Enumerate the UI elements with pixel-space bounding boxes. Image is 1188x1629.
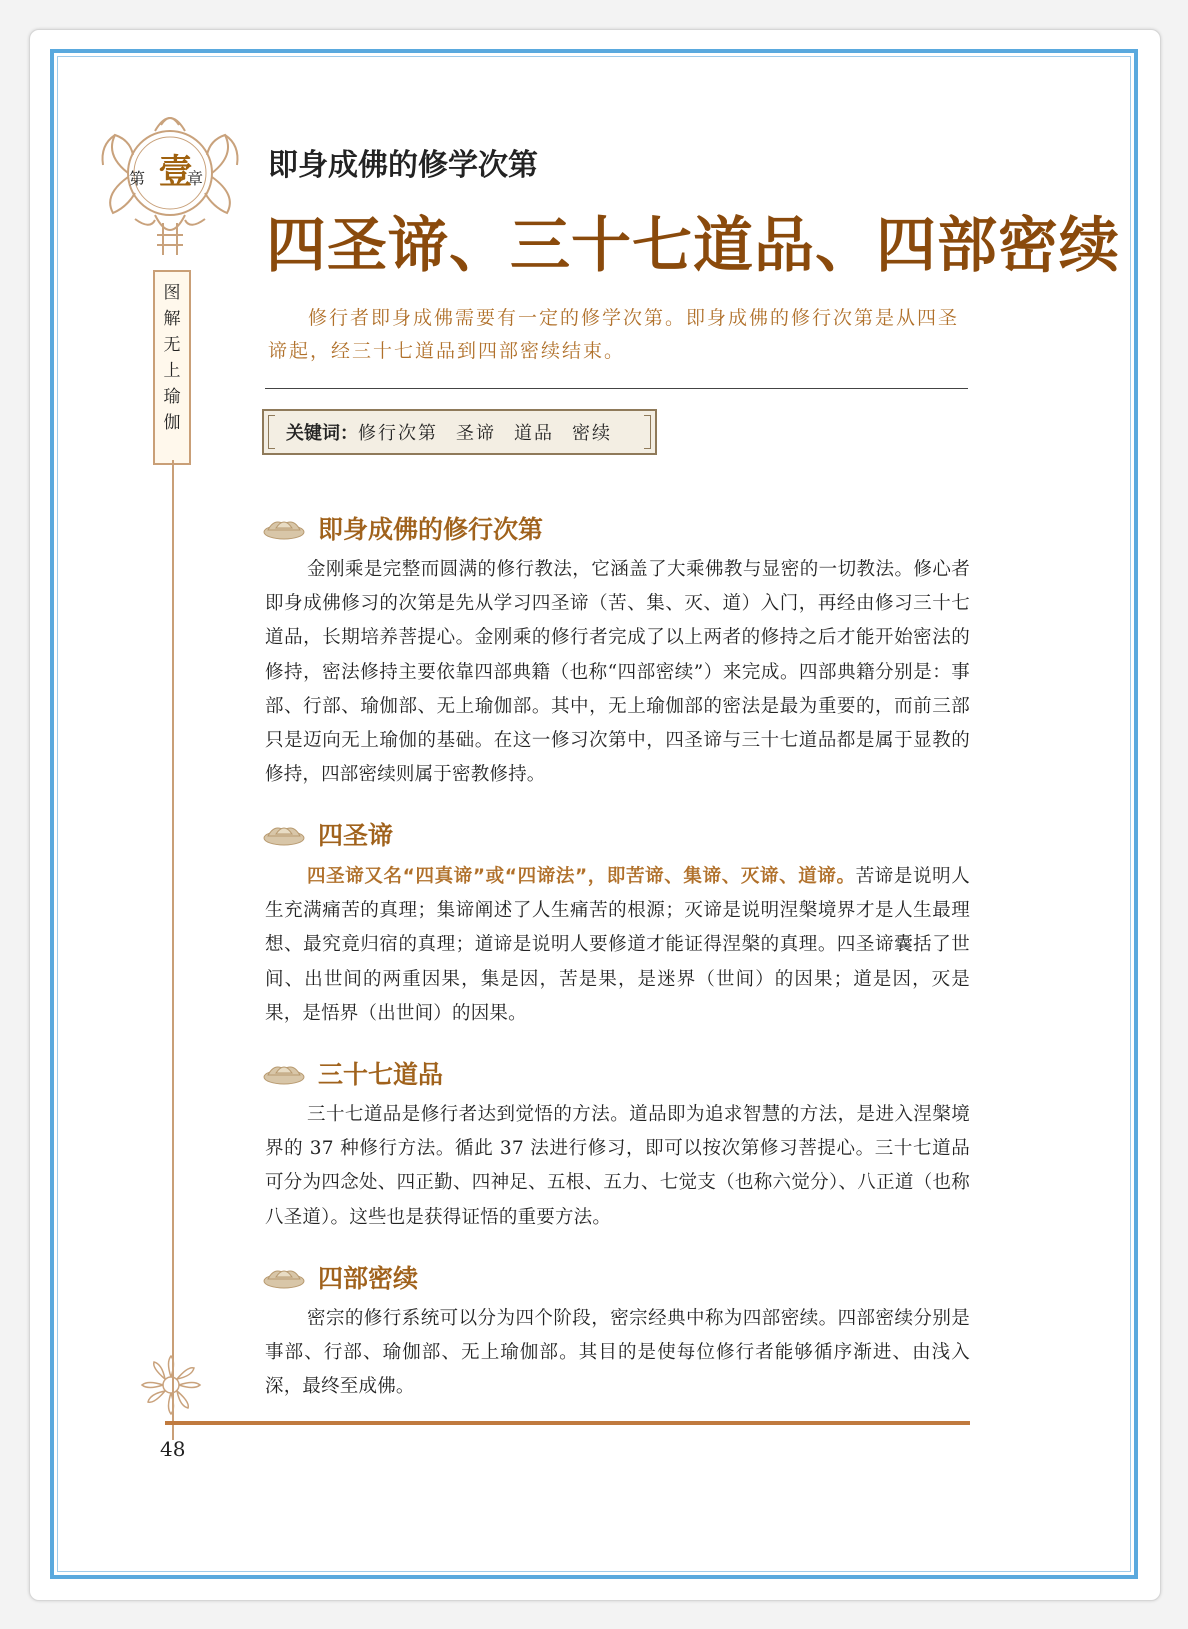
section-heading (262, 510, 543, 546)
section-body: 三十七道品是修行者达到觉悟的方法。道品即为追求智慧的方法，是进入涅槃境界的 37 种修行方法。循此 37 法进行修习，即可以按次第修习菩提心。三十七道品可分为四念处、四正勤、四神足、五根、五力、七觉支（也称六觉分）、八正道（也称八圣道）。这些也是获得证悟的重要方法。 (265, 1104, 970, 1228)
lotus-icon (262, 820, 306, 848)
section-title: 三十七道品 (318, 1060, 444, 1089)
chapter-suffix: 章 (187, 169, 204, 188)
keywords-box (262, 409, 657, 455)
sidebar-vertical-line (172, 460, 174, 1440)
lotus-icon (262, 1059, 306, 1087)
section-body: 密宗的修行系统可以分为四个阶段，密宗经典中称为四部密续。四部密续分别是事部、行部、瑜伽部、无上瑜伽部。其目的是使每位修行者能够循序渐进、由浅入深，最终至成佛。 (265, 1308, 970, 1398)
intro-paragraph: 修行者即身成佛需要有一定的修学次第。即身成佛的修行次第是从四圣谛起，经三十七道品到四部密续结束。 (268, 307, 960, 362)
page-number: 48 (160, 1437, 186, 1461)
section-body-text: 苦谛是说明人生充满痛苦的真理；集谛阐述了人生痛苦的根源；灭谛是说明涅槃境界才是人生最理想、最究竟归宿的真理；道谛是说明人要修道才能证得涅槃的真理。四圣谛囊括了世间、出世间的两重因果，集是因，苦是果，是迷界（世间）的因果；道是因，灭是果，是悟界（出世间）的因果。 (265, 866, 971, 1024)
sidebar-char: 图 (163, 283, 181, 303)
section-title: 即身成佛的修行次第 (318, 515, 544, 544)
sidebar-book-title (153, 270, 191, 465)
section-body (265, 860, 970, 1031)
keyword: 修行次第 (358, 423, 438, 444)
highlight-text: 四圣谛又名“四真谛”或“四谛法”，即苦谛、集谛、灭谛、道谛。 (307, 866, 856, 887)
sidebar-char: 瑜 (163, 387, 181, 407)
keyword: 密续 (572, 423, 612, 444)
section-body: 金刚乘是完整而圆满的修行教法，它涵盖了大乘佛教与显密的一切教法。修心者即身成佛修习的次第是先从学习四圣谛（苦、集、灭、道）入门，再经由修习三十七道品，长期培养菩提心。金刚乘的修行者完成了以上两者的修持之后才能开始密法的修持，密法修持主要依靠四部典籍（也称“四部密续”）来完成。四部典籍分别是：事部、行部、瑜伽部、无上瑜伽部。其中，无上瑜伽部的密法是最为重要的，而前三部只是迈向无上瑜伽的基础。在这一修习次第中，四圣谛与三十七道品都是属于显教的修持，四部密续则属于密教修持。 (265, 559, 970, 786)
sidebar-char: 上 (163, 361, 181, 381)
keyword: 圣谛 (456, 423, 496, 444)
page-title: 四圣谛、三十七道品、四部密续 (266, 211, 1120, 281)
section-title: 四部密续 (318, 1264, 419, 1293)
section-title: 四圣谛 (318, 821, 394, 850)
chapter-prefix: 第 (129, 169, 146, 188)
section-heading (262, 1259, 418, 1295)
keyword: 道品 (514, 423, 554, 444)
lotus-icon (262, 514, 306, 542)
chapter-number: 壹 (152, 153, 192, 187)
lotus-icon (262, 1263, 306, 1291)
sidebar-char: 无 (163, 335, 181, 355)
section-heading (262, 1055, 443, 1091)
footer-line (165, 1421, 970, 1425)
section-heading (262, 816, 393, 852)
keywords-label: 关键词： (286, 423, 358, 444)
sidebar-char: 伽 (163, 413, 181, 433)
divider (265, 388, 968, 389)
page-subtitle: 即身成佛的修学次第 (268, 148, 538, 183)
flower-ornament-icon (138, 1352, 204, 1418)
sidebar-char: 解 (163, 309, 181, 329)
